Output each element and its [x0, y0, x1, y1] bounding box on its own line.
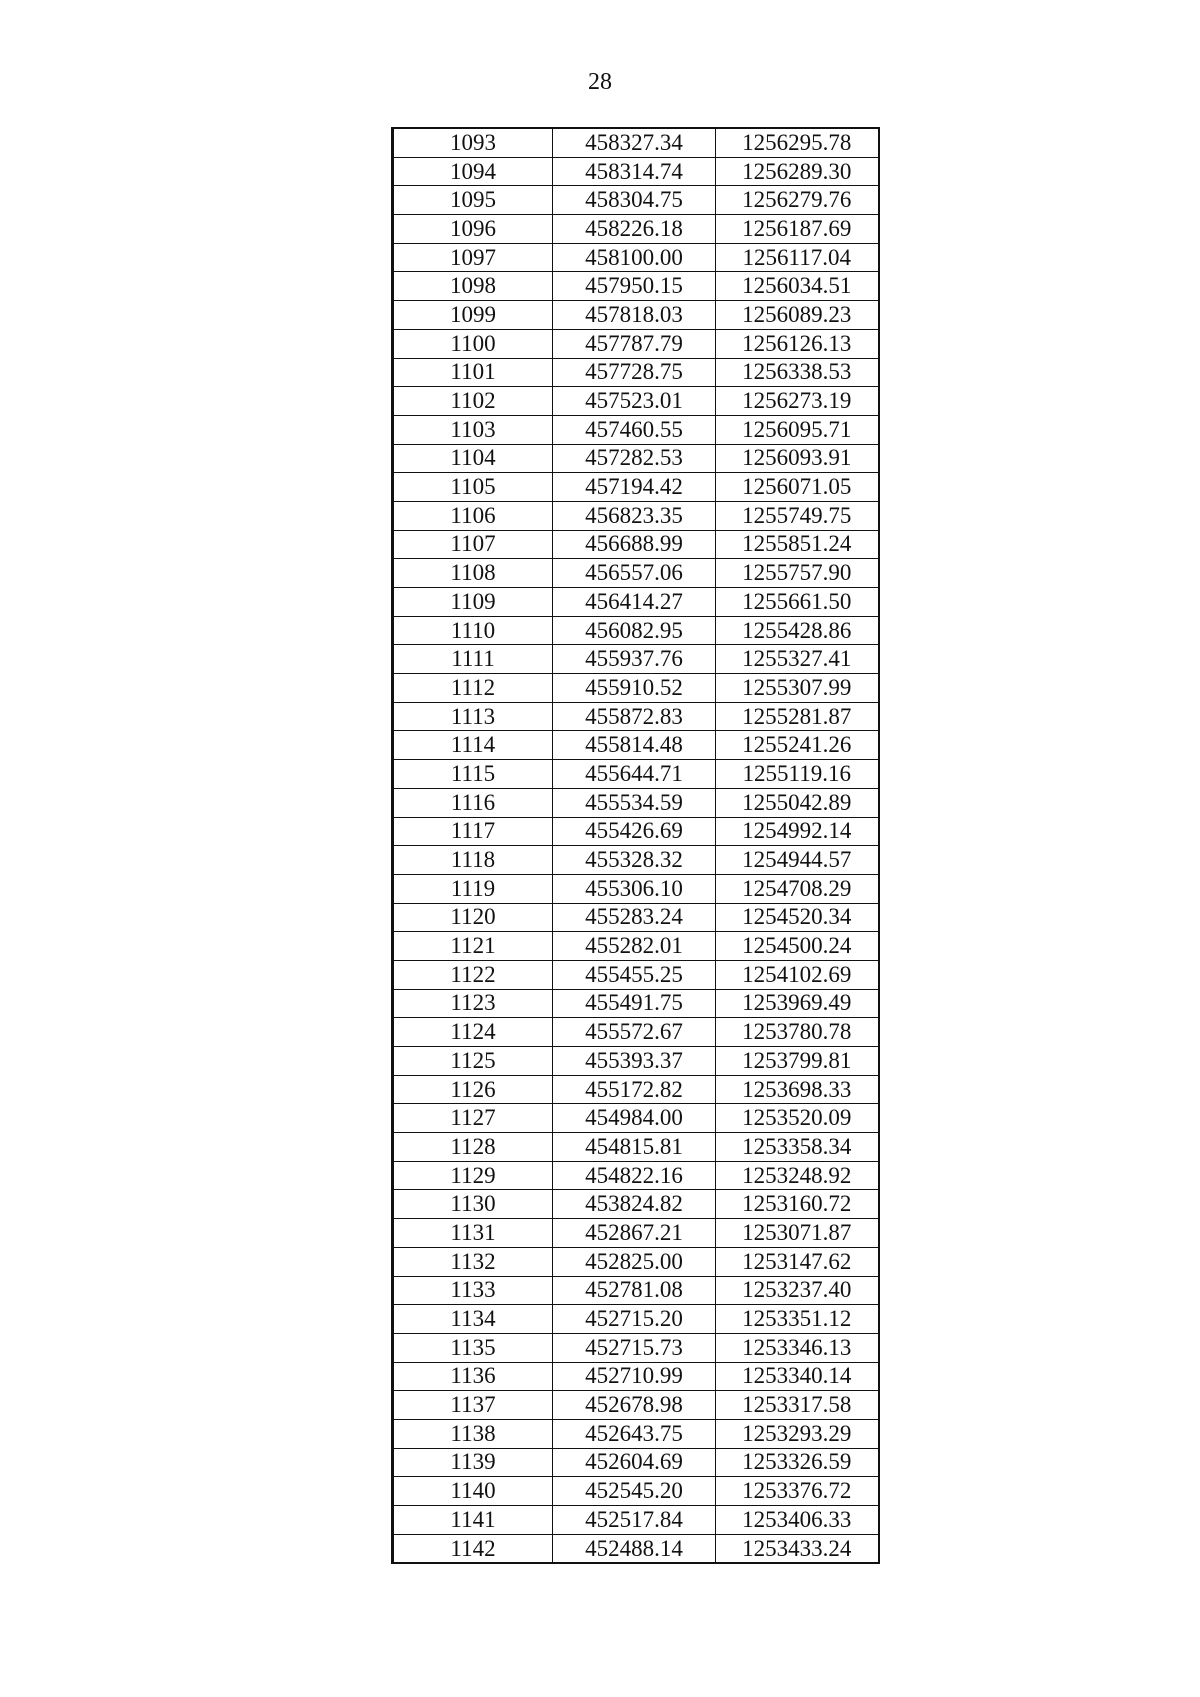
point-number-cell: 1099 [393, 301, 553, 330]
point-number-cell: 1113 [393, 702, 553, 731]
point-number-cell: 1137 [393, 1391, 553, 1420]
x-coordinate-cell: 458314.74 [553, 157, 716, 186]
x-coordinate-cell: 457282.53 [553, 444, 716, 473]
table-row [393, 157, 879, 186]
y-coordinate-cell: 1254992.14 [716, 817, 879, 846]
table-row [393, 358, 879, 387]
table-row [393, 674, 879, 703]
table-row [393, 1391, 879, 1420]
table-row [393, 1276, 879, 1305]
x-coordinate-cell: 455644.71 [553, 760, 716, 789]
y-coordinate-cell: 1256295.78 [716, 128, 879, 157]
y-coordinate-cell: 1253160.72 [716, 1190, 879, 1219]
table-row [393, 128, 879, 157]
table-row [393, 874, 879, 903]
point-number-cell: 1111 [393, 645, 553, 674]
x-coordinate-cell: 457728.75 [553, 358, 716, 387]
x-coordinate-cell: 456823.35 [553, 501, 716, 530]
y-coordinate-cell: 1255428.86 [716, 616, 879, 645]
table-row [393, 301, 879, 330]
point-number-cell: 1133 [393, 1276, 553, 1305]
point-number-cell: 1110 [393, 616, 553, 645]
table-row [393, 645, 879, 674]
table-row [393, 473, 879, 502]
y-coordinate-cell: 1254944.57 [716, 846, 879, 875]
x-coordinate-cell: 457194.42 [553, 473, 716, 502]
point-number-cell: 1132 [393, 1247, 553, 1276]
table-row [393, 702, 879, 731]
table-row [393, 932, 879, 961]
x-coordinate-cell: 453824.82 [553, 1190, 716, 1219]
table-row [393, 960, 879, 989]
point-number-cell: 1140 [393, 1477, 553, 1506]
y-coordinate-cell: 1254520.34 [716, 903, 879, 932]
point-number-cell: 1142 [393, 1534, 553, 1563]
y-coordinate-cell: 1253351.12 [716, 1305, 879, 1334]
y-coordinate-cell: 1253237.40 [716, 1276, 879, 1305]
table-row [393, 1477, 879, 1506]
y-coordinate-cell: 1255042.89 [716, 788, 879, 817]
point-number-cell: 1124 [393, 1018, 553, 1047]
table-row [393, 272, 879, 301]
x-coordinate-cell: 455910.52 [553, 674, 716, 703]
table-row [393, 989, 879, 1018]
y-coordinate-cell: 1253799.81 [716, 1047, 879, 1076]
table-row [393, 1333, 879, 1362]
x-coordinate-cell: 454815.81 [553, 1133, 716, 1162]
x-coordinate-cell: 455455.25 [553, 960, 716, 989]
x-coordinate-cell: 452781.08 [553, 1276, 716, 1305]
point-number-cell: 1100 [393, 329, 553, 358]
point-number-cell: 1112 [393, 674, 553, 703]
y-coordinate-cell: 1255327.41 [716, 645, 879, 674]
table-row [393, 731, 879, 760]
table-row [393, 1190, 879, 1219]
y-coordinate-cell: 1253293.29 [716, 1419, 879, 1448]
point-number-cell: 1125 [393, 1047, 553, 1076]
table-row [393, 1161, 879, 1190]
x-coordinate-cell: 452710.99 [553, 1362, 716, 1391]
table-row [393, 186, 879, 215]
table-row [393, 530, 879, 559]
y-coordinate-cell: 1255119.16 [716, 760, 879, 789]
point-number-cell: 1117 [393, 817, 553, 846]
point-number-cell: 1093 [393, 128, 553, 157]
x-coordinate-cell: 452867.21 [553, 1219, 716, 1248]
y-coordinate-cell: 1253406.33 [716, 1506, 879, 1535]
point-number-cell: 1134 [393, 1305, 553, 1334]
x-coordinate-cell: 454984.00 [553, 1104, 716, 1133]
point-number-cell: 1098 [393, 272, 553, 301]
x-coordinate-cell: 452643.75 [553, 1419, 716, 1448]
point-number-cell: 1107 [393, 530, 553, 559]
x-coordinate-cell: 456082.95 [553, 616, 716, 645]
y-coordinate-cell: 1256187.69 [716, 215, 879, 244]
x-coordinate-cell: 456557.06 [553, 559, 716, 588]
point-number-cell: 1096 [393, 215, 553, 244]
page-number: 28 [588, 69, 612, 95]
point-number-cell: 1127 [393, 1104, 553, 1133]
point-number-cell: 1101 [393, 358, 553, 387]
x-coordinate-cell: 457523.01 [553, 387, 716, 416]
y-coordinate-cell: 1253071.87 [716, 1219, 879, 1248]
point-number-cell: 1118 [393, 846, 553, 875]
table-row [393, 1133, 879, 1162]
point-number-cell: 1102 [393, 387, 553, 416]
table-row [393, 1534, 879, 1563]
table-row [393, 817, 879, 846]
x-coordinate-cell: 455872.83 [553, 702, 716, 731]
y-coordinate-cell: 1256089.23 [716, 301, 879, 330]
y-coordinate-cell: 1253780.78 [716, 1018, 879, 1047]
table-row [393, 1075, 879, 1104]
point-number-cell: 1128 [393, 1133, 553, 1162]
x-coordinate-cell: 452715.20 [553, 1305, 716, 1334]
table-row [393, 1104, 879, 1133]
point-number-cell: 1114 [393, 731, 553, 760]
y-coordinate-cell: 1253340.14 [716, 1362, 879, 1391]
point-number-cell: 1120 [393, 903, 553, 932]
table-row [393, 1506, 879, 1535]
y-coordinate-cell: 1256071.05 [716, 473, 879, 502]
point-number-cell: 1126 [393, 1075, 553, 1104]
point-number-cell: 1129 [393, 1161, 553, 1190]
y-coordinate-cell: 1253969.49 [716, 989, 879, 1018]
x-coordinate-cell: 455393.37 [553, 1047, 716, 1076]
x-coordinate-cell: 458226.18 [553, 215, 716, 244]
table-row [393, 415, 879, 444]
y-coordinate-cell: 1255241.26 [716, 731, 879, 760]
y-coordinate-cell: 1256126.13 [716, 329, 879, 358]
x-coordinate-cell: 452488.14 [553, 1534, 716, 1563]
y-coordinate-cell: 1254708.29 [716, 874, 879, 903]
x-coordinate-cell: 455814.48 [553, 731, 716, 760]
y-coordinate-cell: 1256095.71 [716, 415, 879, 444]
x-coordinate-cell: 457460.55 [553, 415, 716, 444]
x-coordinate-cell: 455534.59 [553, 788, 716, 817]
y-coordinate-cell: 1253317.58 [716, 1391, 879, 1420]
point-number-cell: 1106 [393, 501, 553, 530]
x-coordinate-cell: 452715.73 [553, 1333, 716, 1362]
coordinates-table-body [393, 128, 879, 1563]
y-coordinate-cell: 1256093.91 [716, 444, 879, 473]
point-number-cell: 1115 [393, 760, 553, 789]
y-coordinate-cell: 1253358.34 [716, 1133, 879, 1162]
y-coordinate-cell: 1253147.62 [716, 1247, 879, 1276]
table-row [393, 616, 879, 645]
y-coordinate-cell: 1255749.75 [716, 501, 879, 530]
table-row [393, 1419, 879, 1448]
y-coordinate-cell: 1255307.99 [716, 674, 879, 703]
y-coordinate-cell: 1255661.50 [716, 588, 879, 617]
x-coordinate-cell: 456414.27 [553, 588, 716, 617]
y-coordinate-cell: 1253248.92 [716, 1161, 879, 1190]
point-number-cell: 1097 [393, 243, 553, 272]
y-coordinate-cell: 1253698.33 [716, 1075, 879, 1104]
x-coordinate-cell: 458100.00 [553, 243, 716, 272]
x-coordinate-cell: 458304.75 [553, 186, 716, 215]
table-row [393, 501, 879, 530]
table-row [393, 243, 879, 272]
y-coordinate-cell: 1253520.09 [716, 1104, 879, 1133]
coordinates-table [391, 127, 880, 1564]
y-coordinate-cell: 1255281.87 [716, 702, 879, 731]
point-number-cell: 1094 [393, 157, 553, 186]
y-coordinate-cell: 1256117.04 [716, 243, 879, 272]
table-row [393, 1305, 879, 1334]
point-number-cell: 1108 [393, 559, 553, 588]
x-coordinate-cell: 455282.01 [553, 932, 716, 961]
x-coordinate-cell: 457787.79 [553, 329, 716, 358]
y-coordinate-cell: 1256338.53 [716, 358, 879, 387]
x-coordinate-cell: 455306.10 [553, 874, 716, 903]
point-number-cell: 1138 [393, 1419, 553, 1448]
point-number-cell: 1116 [393, 788, 553, 817]
y-coordinate-cell: 1255757.90 [716, 559, 879, 588]
y-coordinate-cell: 1253376.72 [716, 1477, 879, 1506]
x-coordinate-cell: 455937.76 [553, 645, 716, 674]
y-coordinate-cell: 1256279.76 [716, 186, 879, 215]
point-number-cell: 1103 [393, 415, 553, 444]
table-row [393, 1018, 879, 1047]
point-number-cell: 1121 [393, 932, 553, 961]
table-row [393, 1219, 879, 1248]
y-coordinate-cell: 1253346.13 [716, 1333, 879, 1362]
x-coordinate-cell: 455426.69 [553, 817, 716, 846]
x-coordinate-cell: 455572.67 [553, 1018, 716, 1047]
x-coordinate-cell: 458327.34 [553, 128, 716, 157]
point-number-cell: 1131 [393, 1219, 553, 1248]
y-coordinate-cell: 1253326.59 [716, 1448, 879, 1477]
x-coordinate-cell: 455172.82 [553, 1075, 716, 1104]
point-number-cell: 1130 [393, 1190, 553, 1219]
point-number-cell: 1136 [393, 1362, 553, 1391]
x-coordinate-cell: 455491.75 [553, 989, 716, 1018]
x-coordinate-cell: 452545.20 [553, 1477, 716, 1506]
table-row [393, 387, 879, 416]
x-coordinate-cell: 454822.16 [553, 1161, 716, 1190]
point-number-cell: 1139 [393, 1448, 553, 1477]
point-number-cell: 1141 [393, 1506, 553, 1535]
x-coordinate-cell: 457818.03 [553, 301, 716, 330]
point-number-cell: 1105 [393, 473, 553, 502]
point-number-cell: 1104 [393, 444, 553, 473]
x-coordinate-cell: 456688.99 [553, 530, 716, 559]
y-coordinate-cell: 1254102.69 [716, 960, 879, 989]
x-coordinate-cell: 457950.15 [553, 272, 716, 301]
table-row [393, 1247, 879, 1276]
table-row [393, 1362, 879, 1391]
y-coordinate-cell: 1256289.30 [716, 157, 879, 186]
x-coordinate-cell: 455328.32 [553, 846, 716, 875]
table-row [393, 559, 879, 588]
y-coordinate-cell: 1256034.51 [716, 272, 879, 301]
table-row [393, 329, 879, 358]
y-coordinate-cell: 1254500.24 [716, 932, 879, 961]
x-coordinate-cell: 452825.00 [553, 1247, 716, 1276]
point-number-cell: 1122 [393, 960, 553, 989]
y-coordinate-cell: 1253433.24 [716, 1534, 879, 1563]
y-coordinate-cell: 1256273.19 [716, 387, 879, 416]
table-row [393, 788, 879, 817]
point-number-cell: 1119 [393, 874, 553, 903]
table-row [393, 444, 879, 473]
table-row [393, 903, 879, 932]
table-row [393, 846, 879, 875]
x-coordinate-cell: 455283.24 [553, 903, 716, 932]
point-number-cell: 1109 [393, 588, 553, 617]
y-coordinate-cell: 1255851.24 [716, 530, 879, 559]
point-number-cell: 1095 [393, 186, 553, 215]
table-row [393, 588, 879, 617]
table-row [393, 760, 879, 789]
x-coordinate-cell: 452678.98 [553, 1391, 716, 1420]
x-coordinate-cell: 452517.84 [553, 1506, 716, 1535]
x-coordinate-cell: 452604.69 [553, 1448, 716, 1477]
table-row [393, 215, 879, 244]
table-row [393, 1448, 879, 1477]
table-row [393, 1047, 879, 1076]
point-number-cell: 1123 [393, 989, 553, 1018]
point-number-cell: 1135 [393, 1333, 553, 1362]
